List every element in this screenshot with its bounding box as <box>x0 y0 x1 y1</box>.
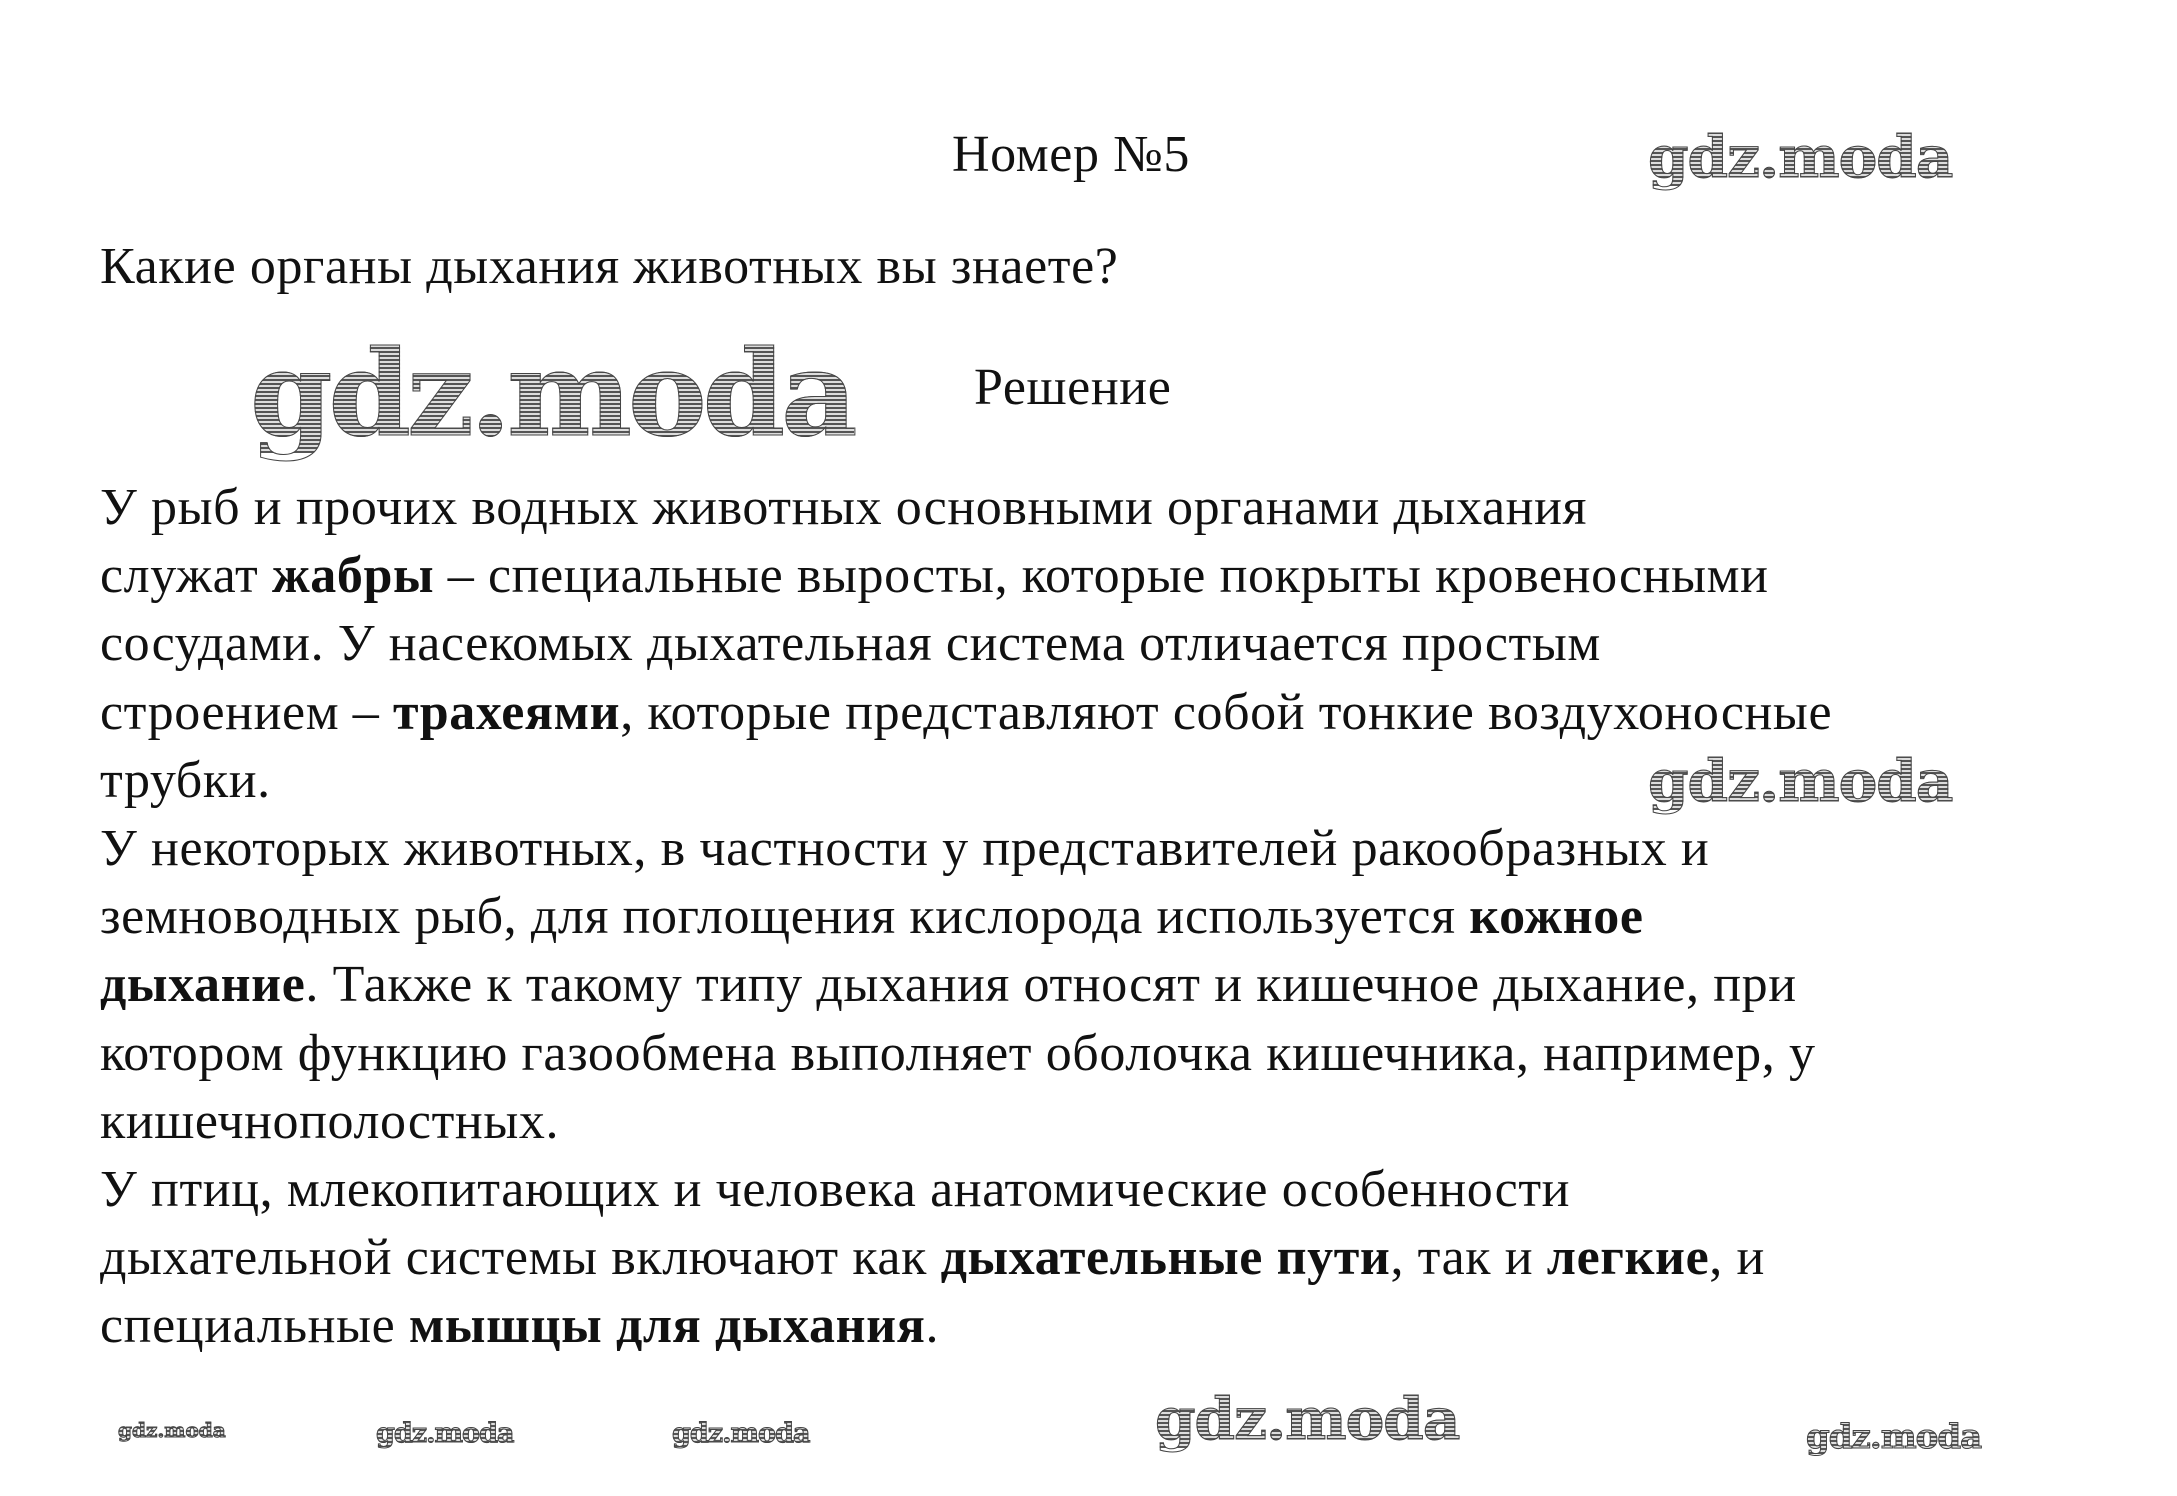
bold-term: дыхательные пути <box>940 1229 1391 1287</box>
text-segment: дыхательной системы включают как <box>100 1229 941 1287</box>
text-segment: специальные <box>100 1297 409 1355</box>
bold-term: мышцы для дыхания <box>408 1297 926 1355</box>
watermark-logo: gdz.moda <box>118 1418 226 1442</box>
answer-line <box>100 1160 1570 1220</box>
answer-line <box>100 1024 1816 1084</box>
text-segment: У рыб и прочих водных животных основными органами дыхания <box>100 479 1588 536</box>
watermark-logo: gdz.moda <box>376 1418 514 1449</box>
text-segment: , так и <box>1390 1229 1547 1287</box>
answer-line <box>100 683 1832 743</box>
text-segment: сосудами. У насекомых дыхательная система отличается простым <box>100 615 1601 673</box>
answer-line <box>100 1296 939 1356</box>
text-segment: служат <box>100 547 272 605</box>
bold-term: жабры <box>271 547 435 605</box>
text-segment: строением – <box>100 683 393 741</box>
answer-line <box>100 955 1797 1015</box>
watermark-logo: gdz.moda <box>250 324 854 463</box>
watermark-logo: gdz.moda <box>1155 1385 1460 1453</box>
text-segment: трубки. <box>100 751 271 809</box>
text-segment: кишечнополостных. <box>100 1092 560 1150</box>
page-title: Номер №5 <box>952 126 1190 183</box>
answer-line <box>100 478 1587 538</box>
bold-term: кожное <box>1469 888 1644 946</box>
watermark-logo: gdz.moda <box>672 1418 810 1449</box>
watermark-logo: gdz.moda <box>1648 123 1953 191</box>
watermark-logo: gdz.moda <box>1648 747 1953 815</box>
text-segment: . Также к такому типу дыхания относят и кишечное дыхание, при <box>305 956 1797 1014</box>
watermark-logo: gdz.moda <box>1806 1417 1982 1457</box>
bold-term: трахеями <box>393 683 621 741</box>
answer-line <box>100 546 1769 606</box>
solution-heading: Решение <box>974 359 1172 416</box>
text-segment: . <box>925 1297 940 1355</box>
answer-line <box>100 1092 559 1152</box>
answer-line <box>100 1228 1765 1288</box>
answer-line <box>100 819 1709 879</box>
text-segment: земноводных рыб, для поглощения кислорода используется <box>100 888 1470 946</box>
bold-term: дыхание <box>100 956 306 1014</box>
text-segment: , и <box>1709 1229 1765 1287</box>
answer-line <box>100 887 1644 947</box>
answer-line <box>100 614 1601 674</box>
text-segment: У птиц, млекопитающих и человека анатомические особенности <box>100 1161 1571 1218</box>
question-text: Какие органы дыхания животных вы знаете? <box>100 238 1119 295</box>
bold-term: легкие <box>1546 1229 1710 1287</box>
text-segment: , которые представляют собой тонкие воздухоносные <box>620 683 1833 741</box>
text-segment: котором функцию газообмена выполняет оболочка кишечника, например, у <box>100 1024 1816 1082</box>
answer-line <box>100 751 271 811</box>
text-segment: – специальные выросты, которые покрыты кровеносными <box>434 547 1769 605</box>
text-segment: У некоторых животных, в частности у представителей ракообразных и <box>100 820 1710 877</box>
